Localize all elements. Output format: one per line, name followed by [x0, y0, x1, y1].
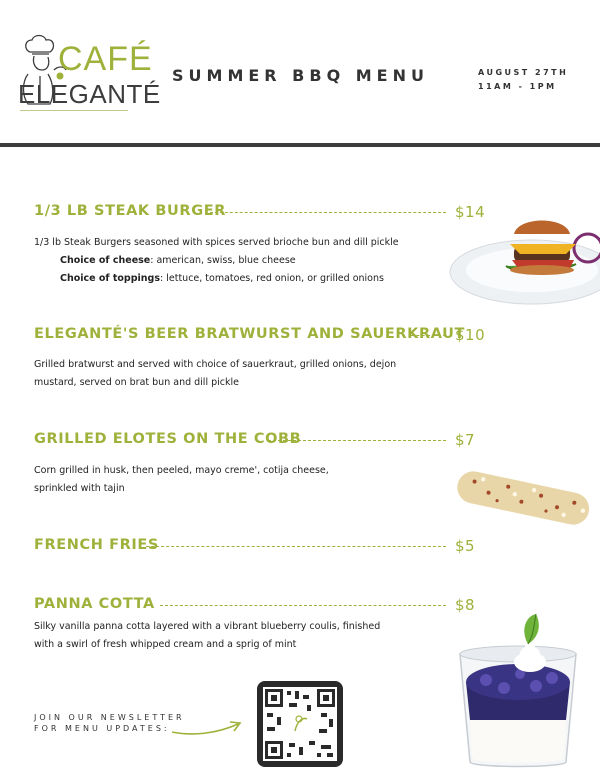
panna-cotta-desc-line-1: Silky vanilla panna cotta layered with a vibrant blueberry coulis, finished	[34, 621, 381, 632]
item-desc-panna-cotta	[34, 618, 444, 654]
burger-image	[448, 208, 600, 308]
elotes-desc-line-2: sprinkled with tajin	[34, 483, 125, 494]
item-title-bratwurst: ELEGANTÉ'S BEER BRATWURST AND SAUERKRAUT	[34, 326, 465, 342]
qr-pattern	[263, 687, 337, 761]
arrow-icon	[170, 716, 244, 738]
item-title-elotes: GRILLED ELOTES ON THE COBB	[34, 431, 302, 447]
newsletter-line-2: FOR MENU UPDATES:	[34, 724, 170, 733]
newsletter-prompt	[34, 712, 185, 734]
item-price-elotes: $7	[455, 431, 476, 449]
logo-elegante-text: ELEGANTÉ	[18, 79, 161, 109]
event-info	[478, 66, 568, 94]
item-price-fries: $5	[455, 537, 476, 555]
burger-toppings-line: Choice of toppings: lettuce, tomatoes, red onion, or grilled onions	[60, 273, 384, 284]
elote-image	[448, 464, 598, 534]
item-price-panna-cotta: $8	[455, 596, 476, 614]
item-price-bratwurst: $10	[455, 326, 486, 344]
item-leader-burger	[210, 212, 446, 213]
panna-cotta-desc-line-2: with a swirl of fresh whipped cream and a sprig of mint	[34, 639, 297, 650]
item-leader-elotes	[268, 440, 446, 441]
item-leader-panna-cotta	[160, 605, 446, 606]
item-leader-bratwurst	[411, 335, 446, 336]
item-desc-burger	[34, 234, 444, 288]
item-title-panna-cotta: PANNA COTTA	[34, 596, 155, 612]
qr-code-icon[interactable]	[257, 681, 343, 767]
header-divider	[0, 143, 600, 147]
bratwurst-desc-line-1: Grilled bratwurst and served with choice of sauerkraut, grilled onions, dejon	[34, 359, 397, 370]
item-leader-fries	[146, 546, 446, 547]
panna-cotta-image	[456, 612, 580, 772]
newsletter-line-1: JOIN OUR NEWSLETTER	[34, 713, 185, 722]
burger-cheese-line: Choice of cheese: american, swiss, blue cheese	[60, 255, 296, 266]
event-time: 11AM - 1PM	[478, 82, 557, 91]
bratwurst-desc-line-2: mustard, served on brat bun and dill pickle	[34, 377, 239, 388]
item-desc-elotes	[34, 462, 444, 498]
logo-divider	[20, 110, 128, 111]
item-price-burger: $14	[455, 203, 486, 221]
item-desc-bratwurst	[34, 356, 444, 392]
burger-desc-line: 1/3 lb Steak Burgers seasoned with spices served brioche bun and dill pickle	[34, 237, 399, 248]
item-title-fries: FRENCH FRIES	[34, 537, 159, 553]
page-title: SUMMER BBQ MENU	[172, 66, 429, 85]
event-date: AUGUST 27TH	[478, 68, 569, 77]
elotes-desc-line-1: Corn grilled in husk, then peeled, mayo creme', cotija cheese,	[34, 465, 329, 476]
item-title-burger: 1/3 LB STEAK BURGER	[34, 203, 226, 219]
logo-cafe-text: CAFÉ	[58, 40, 153, 78]
